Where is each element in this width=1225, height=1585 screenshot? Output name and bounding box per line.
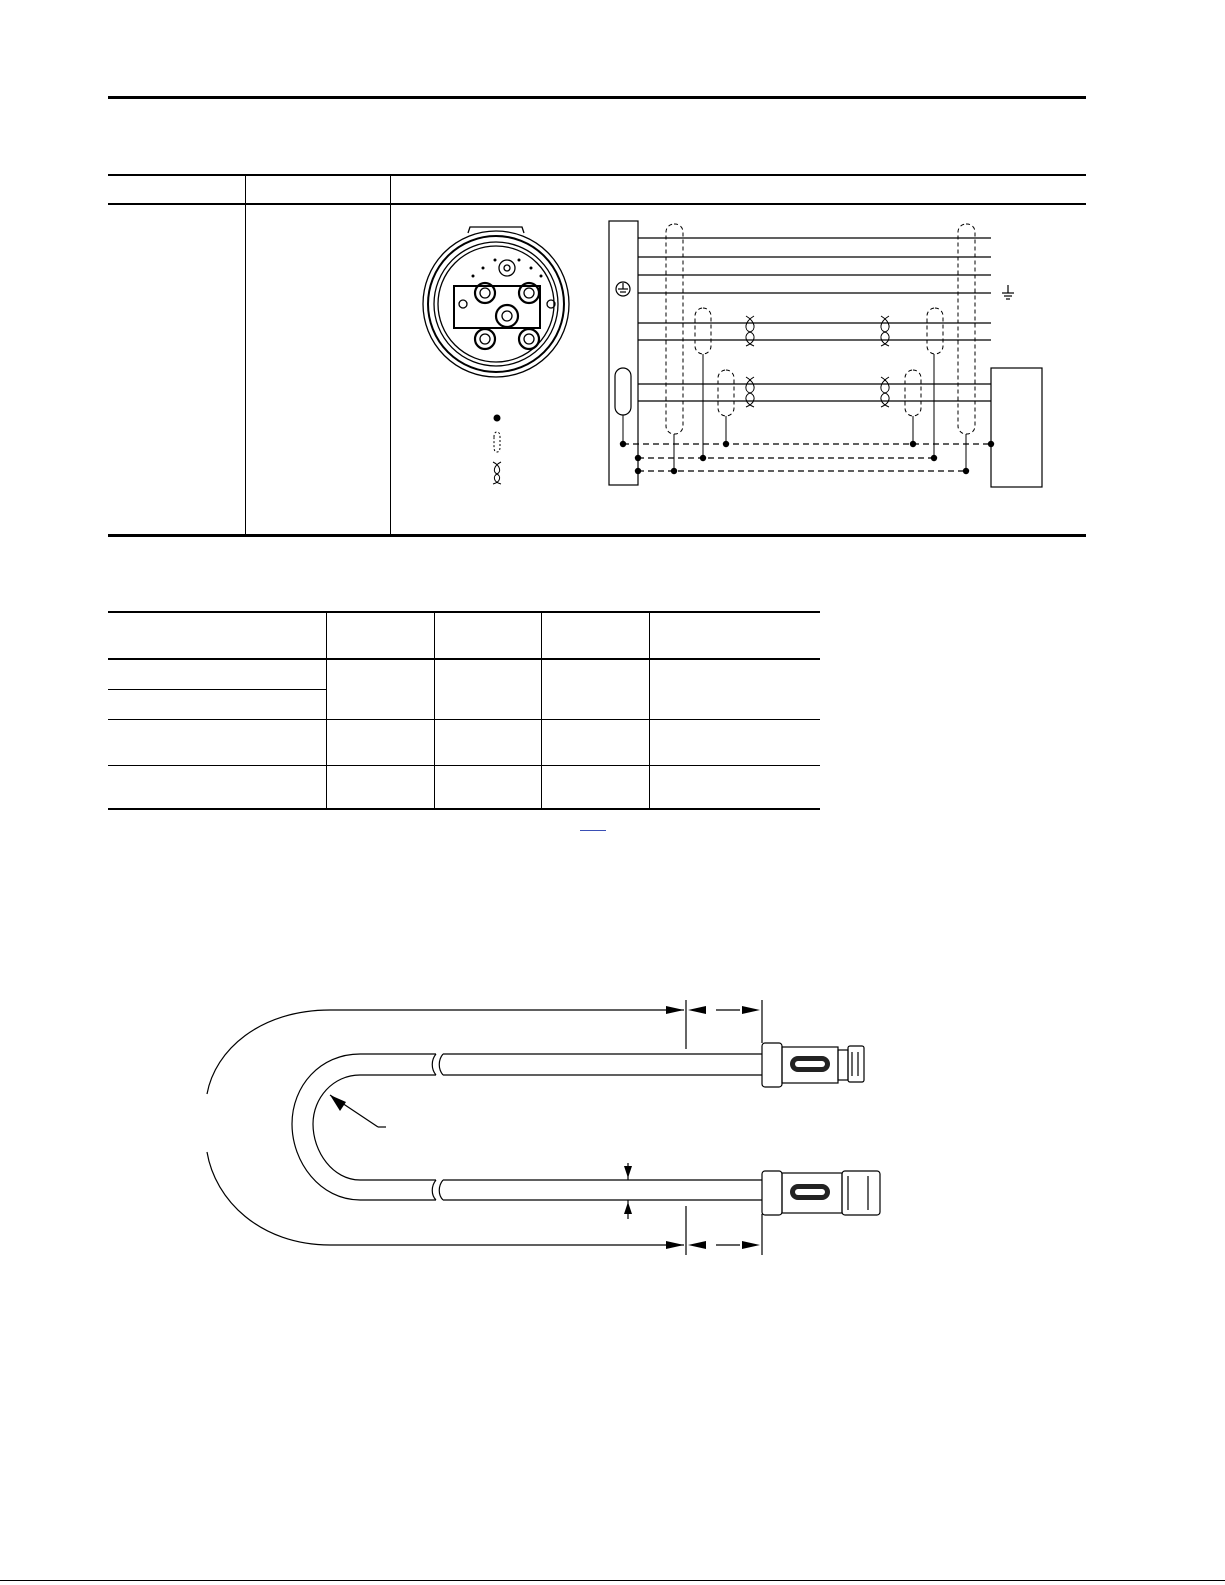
footer-rule <box>0 1580 1225 1581</box>
